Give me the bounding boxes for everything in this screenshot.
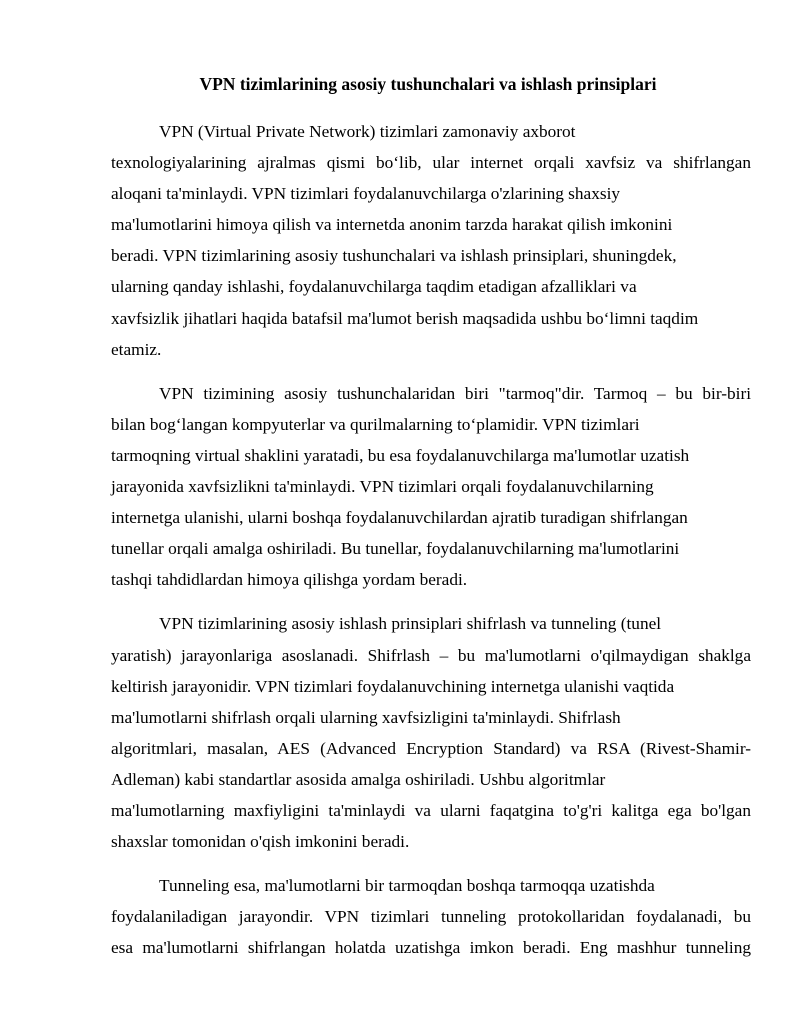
text-line: ma'lumotlarni shifrlash orqali ularning xavfsizligini ta'minlaydi. Shifrlash bbox=[111, 707, 621, 727]
text-line: beradi. VPN tizimlarining asosiy tushunchalari va ishlash prinsiplari, shuningdek, bbox=[111, 246, 677, 266]
text-line: aloqani ta'minlaydi. VPN tizimlari foydalanuvchilarga o'zlarining shaxsiy bbox=[111, 184, 621, 204]
text-line: tunellar orqali amalga oshiriladi. Bu tunellar, foydalanuvchilarning ma'lumotlarini bbox=[111, 539, 680, 559]
text-line: tarmoqning virtual shaklini yaratadi, bu esa foydalanuvchilarga ma'lumotlar uzatish bbox=[111, 445, 690, 465]
text-line: bilan bog‘langan kompyuterlar va qurilmalarning to‘plamidir. VPN tizimlari bbox=[111, 414, 640, 434]
text-line: shaxslar tomonidan o'qish imkonini beradi. bbox=[111, 832, 410, 852]
text-line: Adleman) kabi standartlar asosida amalga oshiriladi. Ushbu algoritmlar bbox=[111, 769, 606, 789]
text-line: VPN tizimining asosiy tushunchalaridan biri "tarmoq"dir. Tarmoq – bu bir-biri bbox=[159, 383, 751, 403]
text-line: keltirish jarayonidir. VPN tizimlari foydalanuvchining internetga ulanishi vaqtida bbox=[111, 676, 675, 696]
text-line: VPN tizimlarining asosiy ishlash prinsiplari shifrlash va tunneling (tunel bbox=[159, 614, 662, 634]
text-line: internetga ulanishi, ularni boshqa foydalanuvchilardan ajratib turadigan shifrlangan bbox=[111, 508, 688, 528]
text-line: tashqi tahdidlardan himoya qilishga yordam beradi. bbox=[111, 570, 468, 590]
paragraph-2 bbox=[111, 378, 751, 596]
text-line: foydalaniladigan jarayondir. VPN tizimlari tunneling protokollaridan foydalanadi, bu bbox=[111, 907, 751, 927]
paragraph-4 bbox=[111, 870, 751, 963]
text-line: algoritmlari, masalan, AES (Advanced Encryption Standard) va RSA (Rivest-Shamir- bbox=[111, 738, 751, 758]
text-line: VPN (Virtual Private Network) tizimlari zamonaviy axborot bbox=[159, 122, 576, 141]
text-line: jarayonida xavfsizlikni ta'minlaydi. VPN tizimlari orqali foydalanuvchilarning bbox=[111, 477, 654, 497]
text-line: texnologiyalarining ajralmas qismi bo‘lib, ular internet orqali xavfsiz va shifrlangan bbox=[111, 153, 751, 173]
paragraph-1 bbox=[111, 116, 751, 365]
text-line: xavfsizlik jihatlari haqida batafsil ma'lumot berish maqsadida ushbu bo‘limni taqdim bbox=[111, 308, 699, 328]
text-line: yaratish) jarayonlariga asoslanadi. Shifrlash – bu ma'lumotlarni o'qilmaydigan shaklga bbox=[111, 645, 751, 665]
text-line: esa ma'lumotlarni shifrlangan holatda uzatishga imkon beradi. Eng mashhur tunneling bbox=[111, 938, 751, 958]
document-title: VPN tizimlarining asosiy tushunchalari va ishlash prinsiplari bbox=[199, 74, 657, 94]
text-line: Tunneling esa, ma'lumotlarni bir tarmoqdan boshqa tarmoqqa uzatishda bbox=[159, 876, 655, 896]
document-body bbox=[111, 116, 751, 976]
text-line: ma'lumotlarning maxfiyligini ta'minlaydi va ularni faqatgina to'g'ri kalitga ega bo'lgan bbox=[111, 800, 751, 820]
text-line: etamiz. bbox=[111, 339, 162, 359]
text-line: ma'lumotlarini himoya qilish va internetda anonim tarzda harakat qilish imkonini bbox=[111, 215, 673, 235]
paragraph-3 bbox=[111, 608, 751, 857]
text-line: ularning qanday ishlashi, foydalanuvchilarga taqdim etadigan afzalliklari va bbox=[111, 277, 637, 297]
